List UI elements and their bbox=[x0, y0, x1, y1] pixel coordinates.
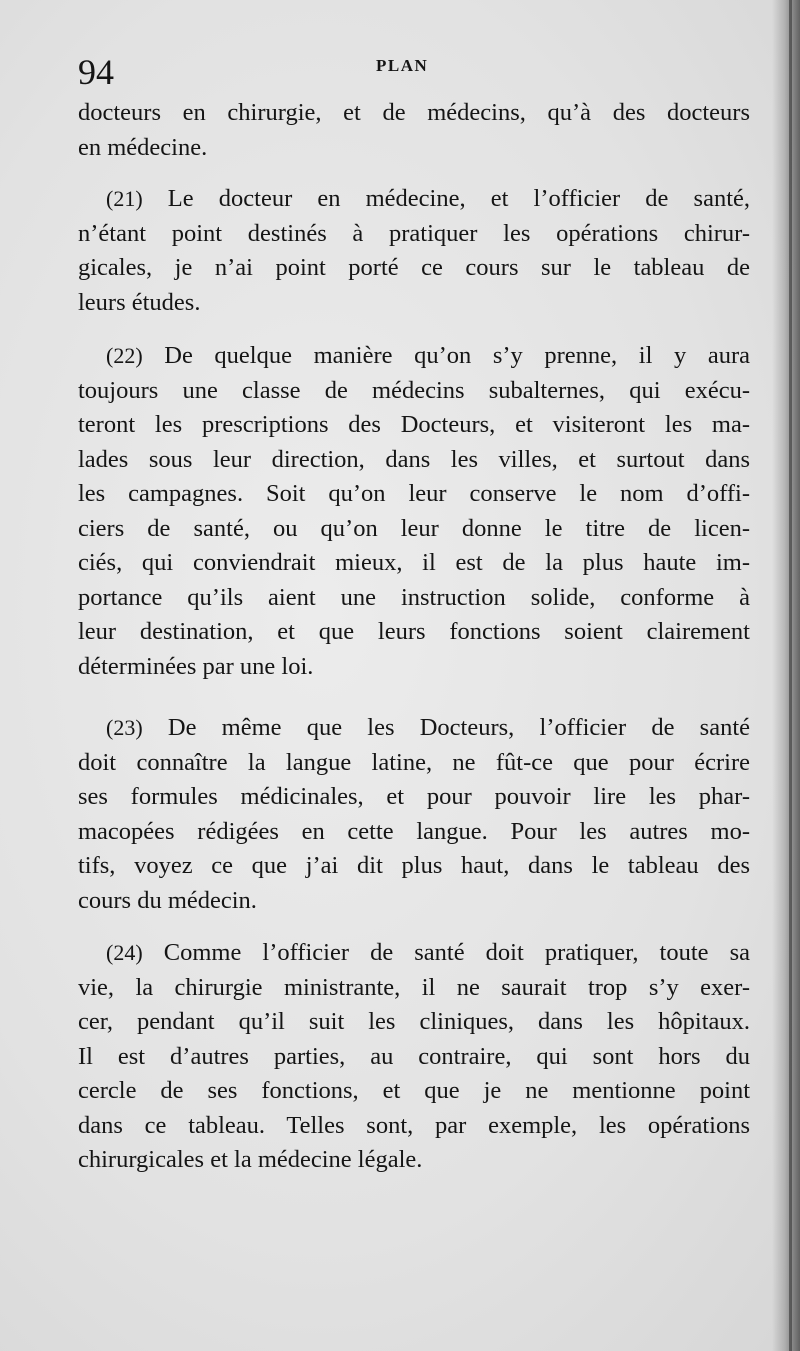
text-line: en médecine. bbox=[78, 133, 208, 161]
text-line: les campagnes. Soit qu’on leur conserve le nom d’offi- bbox=[78, 480, 750, 507]
text-line: lades sous leur direction, dans les villes, et surtout dans bbox=[78, 445, 750, 473]
text-line: Comme l’officier de santé doit pratiquer, toute sa bbox=[163, 939, 750, 966]
note-number: (24) bbox=[106, 940, 143, 965]
text-line: De même que les Docteurs, l’officier de santé bbox=[167, 714, 750, 741]
text-line: ses formules médicinales, et pour pouvoir lire les phar- bbox=[78, 783, 750, 810]
note-number: (22) bbox=[106, 343, 143, 368]
paragraph-note-21 bbox=[78, 182, 750, 320]
text-line-first bbox=[78, 711, 750, 746]
text-line-first bbox=[78, 339, 750, 374]
text-line: leur destination, et que leurs fonctions soient clairement bbox=[78, 618, 750, 645]
text-line: cours du médecin. bbox=[78, 886, 257, 914]
text-line: toujours une classe de médecins subalternes, qui exécu- bbox=[78, 376, 750, 404]
text-line: tifs, voyez ce que j’ai dit plus haut, dans le tableau des bbox=[78, 852, 750, 879]
text-line: cer, pendant qu’il suit les cliniques, dans les hôpitaux. bbox=[78, 1008, 750, 1035]
text-line: docteurs en chirurgie, et de médecins, qu’à des docteurs bbox=[78, 99, 750, 126]
text-line: doit connaître la langue latine, ne fût-ce que pour écrire bbox=[78, 748, 750, 776]
text-line: vie, la chirurgie ministrante, il ne saurait trop s’y exer- bbox=[78, 973, 750, 1001]
text-line: De quelque manière qu’on s’y prenne, il y aura bbox=[164, 342, 750, 369]
text-line-first bbox=[78, 182, 750, 217]
text-line: teront les prescriptions des Docteurs, et visiteront les ma- bbox=[78, 411, 750, 438]
note-number: (23) bbox=[106, 715, 143, 740]
note-number: (21) bbox=[106, 186, 143, 211]
text-line: chirurgicales et la médecine légale. bbox=[78, 1146, 423, 1173]
text-line: ciers de santé, ou qu’on leur donne le titre de licen- bbox=[78, 514, 750, 542]
paragraph-note-24 bbox=[78, 936, 750, 1178]
page-header bbox=[78, 48, 750, 98]
text-line: leurs études. bbox=[78, 288, 201, 316]
text-line: déterminées par une loi. bbox=[78, 652, 314, 680]
paragraph-continuation bbox=[78, 96, 750, 165]
text-line: cercle de ses fonctions, et que je ne mentionne point bbox=[78, 1077, 750, 1104]
running-title: PLAN bbox=[376, 56, 429, 75]
paragraph-note-22 bbox=[78, 339, 750, 684]
text-line: n’étant point destinés à pratiquer les opérations chirur- bbox=[78, 219, 750, 247]
text-line: Il est d’autres parties, au contraire, qui sont hors du bbox=[78, 1042, 750, 1070]
page-edge-shadow bbox=[772, 0, 800, 1351]
text-line-first bbox=[78, 936, 750, 971]
text-line: macopées rédigées en cette langue. Pour les autres mo- bbox=[78, 817, 750, 845]
text-line: ciés, qui conviendrait mieux, il est de la plus haute im- bbox=[78, 549, 750, 576]
text-line: Le docteur en médecine, et l’officier de santé, bbox=[167, 185, 751, 212]
page-number: 94 bbox=[78, 52, 114, 92]
paragraph-note-23 bbox=[78, 711, 750, 918]
text-line: portance qu’ils aient une instruction solide, conforme à bbox=[78, 583, 750, 611]
page-edge-line bbox=[789, 0, 792, 1351]
text-line: dans ce tableau. Telles sont, par exemple, les opérations bbox=[78, 1111, 750, 1139]
text-line: gicales, je n’ai point porté ce cours sur le tableau de bbox=[78, 254, 750, 281]
